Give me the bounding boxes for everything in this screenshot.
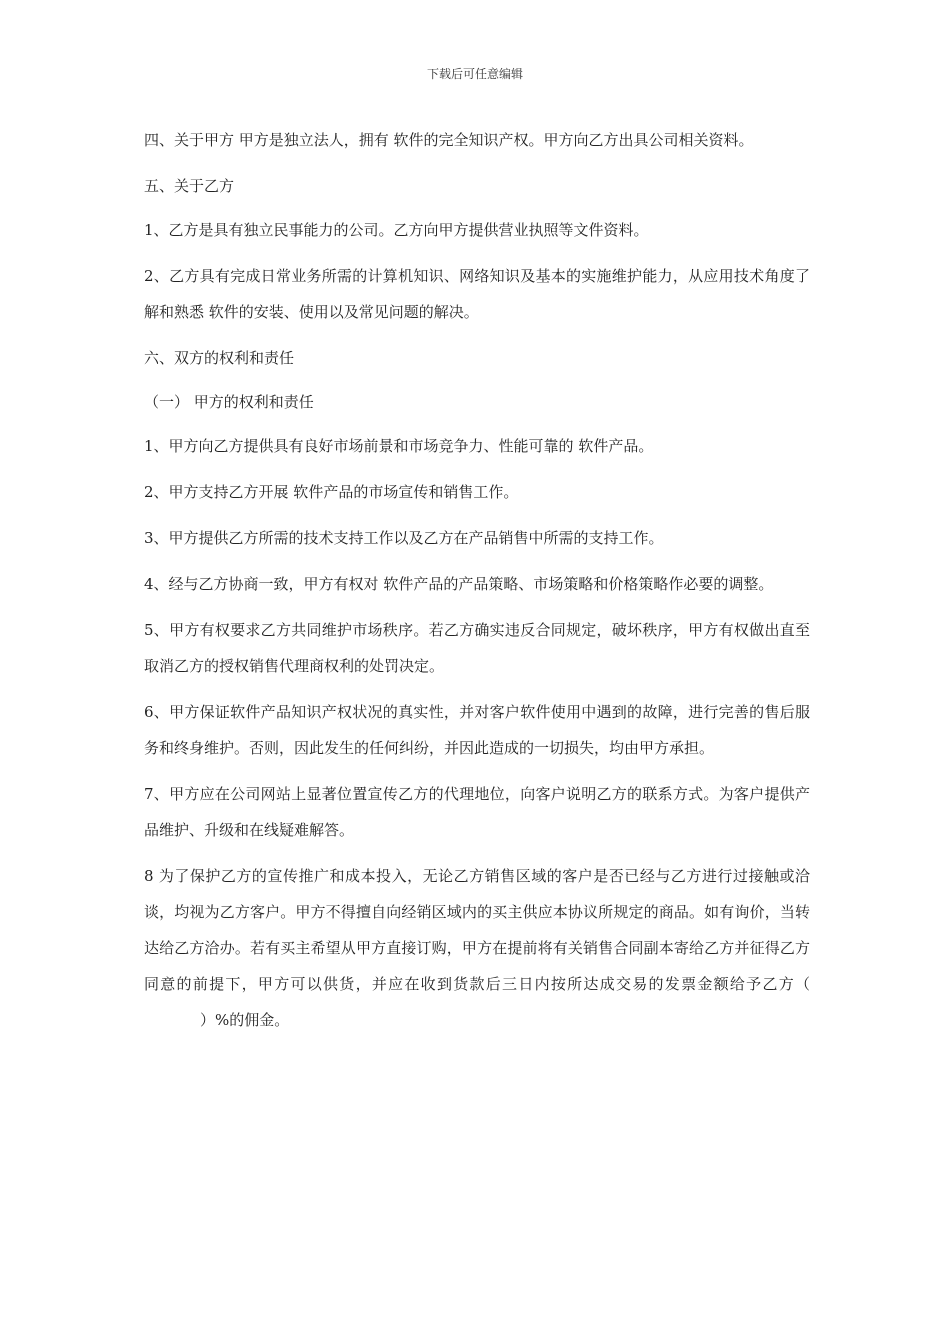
party-b-clause-1: 1、乙方是具有独立民事能力的公司。乙方向甲方提供营业执照等文件资料。	[144, 221, 649, 239]
party-a-clause-6: 6、甲方保证软件产品知识产权状况的真实性，并对客户软件使用中遇到的故障，进行完善的售后服务和终身维护。否则，因此发生的任何纠纷，并因此造成的一切损失，均由甲方承担。	[144, 703, 810, 757]
party-a-clause-8-text: 8 为了保护乙方的宣传推广和成本投入，无论乙方销售区域的客户是否已经与乙方进行过接触或洽谈，均视为乙方客户。甲方不得擅自向经销区域内的买主供应本协议所规定的商品。如有询价，当转达给乙方洽办。若有买主希望从甲方直接订购，甲方在提前将有关销售合同副本寄给乙方并征得乙方同意的前提下，甲方可以供货，并应在收到货款后三日内按所达成交易的发票金额给予乙方（	[144, 867, 810, 993]
party-a-clause-4: 4、经与乙方协商一致，甲方有权对 软件产品的产品策略、市场策略和价格策略作必要的调整。	[144, 575, 774, 593]
document-body	[144, 122, 810, 1048]
subsection-one-heading: （一） 甲方的权利和责任	[144, 393, 314, 411]
party-a-clause-8	[144, 858, 810, 1038]
section-five-heading: 五、关于乙方	[144, 177, 235, 195]
party-a-clause-7: 7、甲方应在公司网站上显著位置宣传乙方的代理地位，向客户说明乙方的联系方式。为客户提供产品维护、升级和在线疑难解答。	[144, 785, 810, 839]
section-six-heading: 六、双方的权利和责任	[144, 349, 295, 367]
party-a-clause-3: 3、甲方提供乙方所需的技术支持工作以及乙方在产品销售中所需的支持工作。	[144, 529, 664, 547]
party-a-clause-5: 5、甲方有权要求乙方共同维护市场秩序。若乙方确实违反合同规定，破坏秩序，甲方有权做出直至取消乙方的授权销售代理商权利的处罚决定。	[144, 621, 810, 675]
party-a-clause-8-ending: ）%的佣金。	[200, 1011, 290, 1029]
party-a-clause-1: 1、甲方向乙方提供具有良好市场前景和市场竞争力、性能可靠的 软件产品。	[144, 437, 654, 455]
party-b-clause-2: 2、乙方具有完成日常业务所需的计算机知识、网络知识及基本的实施维护能力，从应用技术角度了解和熟悉 软件的安装、使用以及常见问题的解决。	[144, 267, 810, 321]
section-four-paragraph: 四、关于甲方 甲方是独立法人，拥有 软件的完全知识产权。甲方向乙方出具公司相关资料。	[144, 131, 754, 149]
party-a-clause-2: 2、甲方支持乙方开展 软件产品的市场宣传和销售工作。	[144, 483, 519, 501]
page-header: 下载后可任意编辑	[426, 67, 523, 81]
